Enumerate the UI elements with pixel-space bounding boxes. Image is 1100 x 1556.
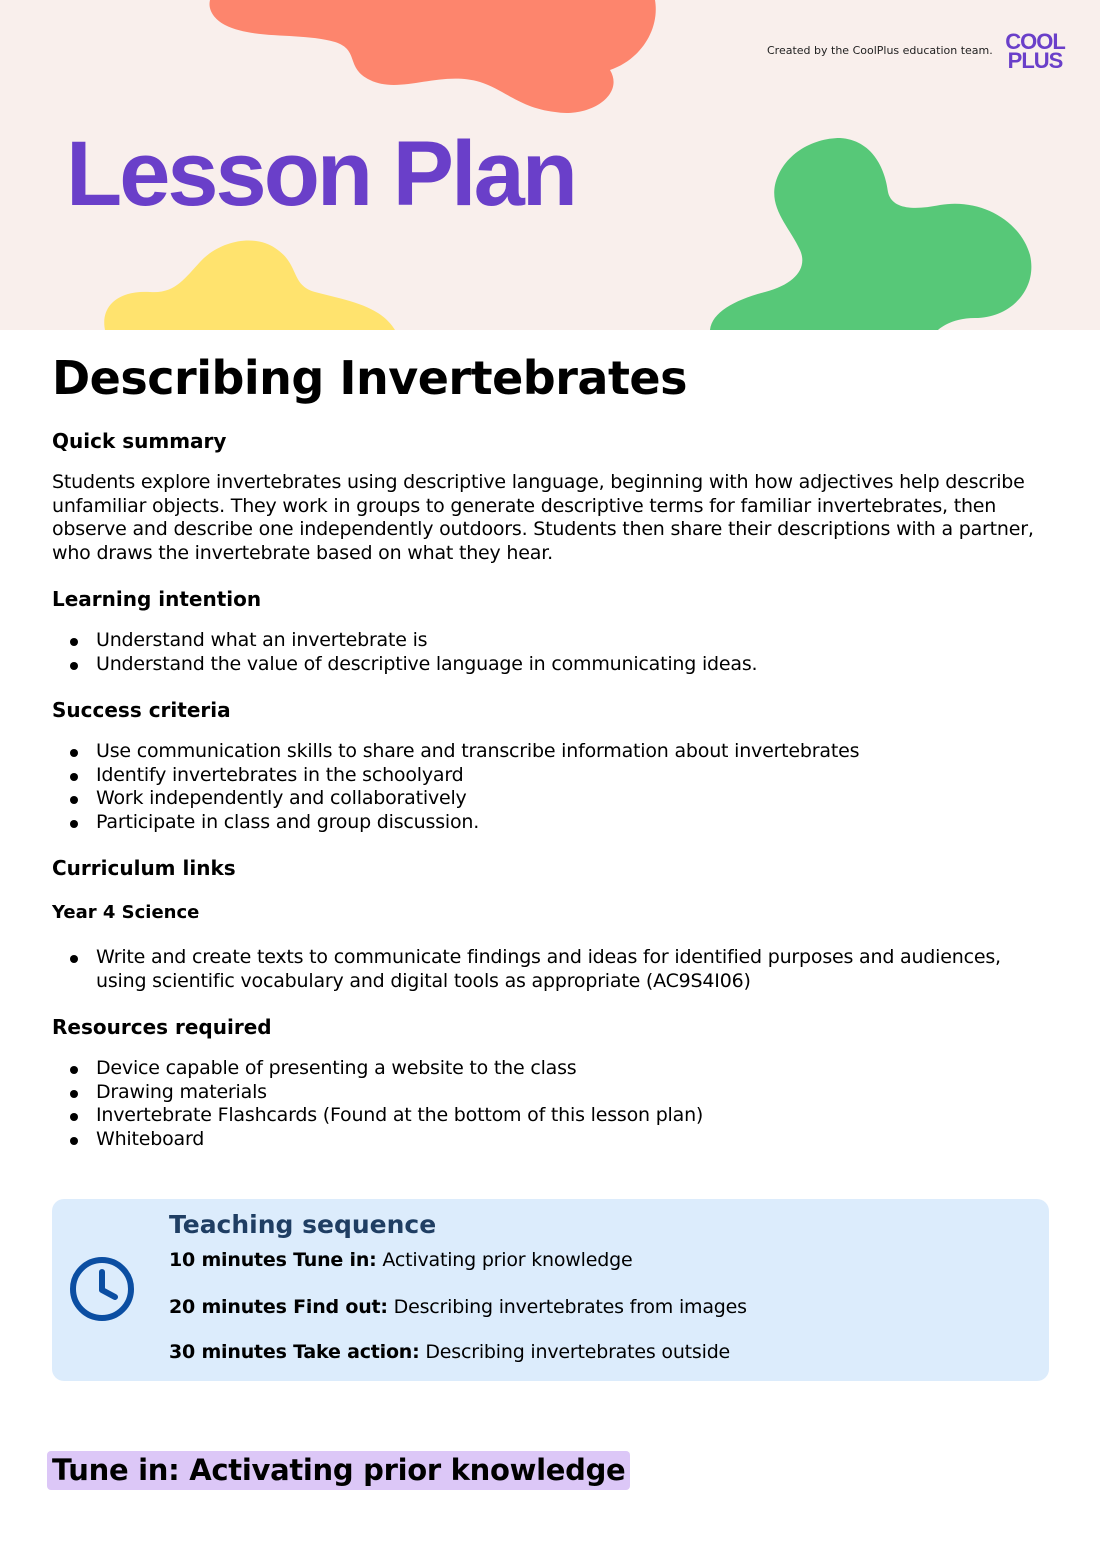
curriculum-links-list: [52, 946, 1052, 993]
sequence-row-text: Describing invertebrates from images: [387, 1296, 747, 1318]
quick-summary-heading: Quick summary: [52, 429, 227, 453]
sequence-row-tune-in: [169, 1249, 632, 1271]
list-item: Understand what an invertebrate is: [52, 629, 1052, 653]
learning-intention-heading: Learning intention: [52, 587, 262, 611]
logo-line-1: COOL: [1005, 29, 1065, 54]
curriculum-links-heading: Curriculum links: [52, 856, 236, 880]
green-blob: [710, 138, 1031, 330]
sequence-row-label: 20 minutes Find out:: [169, 1296, 388, 1318]
sequence-row-text: Activating prior knowledge: [376, 1249, 633, 1271]
teaching-sequence-box: [52, 1199, 1049, 1381]
resources-heading: Resources required: [52, 1015, 272, 1039]
sequence-row-text: Describing invertebrates outside: [419, 1341, 731, 1363]
quick-summary-text: Students explore invertebrates using descriptive language, beginning with how adjectives help describe unfamiliar objects. They work in groups to generate descriptive terms for familiar invertebrates, then observe and describe one independently outdoors. Students then share their descriptions with a partner, who draws the invertebrate based on what they hear.: [52, 471, 1034, 564]
list-item: Write and create texts to communicate findings and ideas for identified purposes and audiences, using scientific vocabulary and digital tools as appropriate (AC9S4I06): [52, 946, 1052, 993]
list-item: Invertebrate Flashcards (Found at the bottom of this lesson plan): [52, 1104, 1052, 1128]
success-criteria-list: [52, 740, 1052, 834]
sequence-row-take-action: [169, 1341, 730, 1363]
list-item: Participate in class and group discussion.: [52, 811, 1052, 835]
list-item: Whiteboard: [52, 1128, 1052, 1152]
coral-blob: [210, 0, 656, 113]
resources-list: [52, 1057, 1052, 1151]
yellow-blob: [104, 240, 395, 330]
sequence-row-find-out: [169, 1296, 747, 1318]
sequence-row-label: 10 minutes Tune in:: [169, 1249, 377, 1271]
list-item: Understand the value of descriptive language in communicating ideas.: [52, 653, 1052, 677]
year-4-science-subheading: Year 4 Science: [52, 902, 200, 923]
learning-intention-list: [52, 629, 1052, 676]
list-item: Use communication skills to share and transcribe information about invertebrates: [52, 740, 1052, 764]
list-item: Drawing materials: [52, 1081, 1052, 1105]
credit-text: Created by the CoolPlus education team.: [767, 44, 993, 57]
list-item: Work independently and collaboratively: [52, 787, 1052, 811]
lesson-plan-title: Lesson Plan: [66, 123, 575, 225]
list-item: Device capable of presenting a website to the class: [52, 1057, 1052, 1081]
success-criteria-heading: Success criteria: [52, 698, 231, 722]
tune-in-heading: Tune in: Activating prior knowledge: [47, 1451, 630, 1490]
main-content: [52, 345, 1052, 1151]
coolplus-logo: [1003, 29, 1067, 73]
list-item: Identify invertebrates in the schoolyard: [52, 764, 1052, 788]
header-banner: [0, 0, 1100, 330]
logo-line-2: PLUS: [1007, 48, 1063, 73]
teaching-sequence-title: Teaching sequence: [169, 1210, 437, 1239]
sequence-row-label: 30 minutes Take action:: [169, 1341, 420, 1363]
document-title: Describing Invertebrates: [52, 351, 688, 405]
clock-icon: [68, 1255, 136, 1323]
